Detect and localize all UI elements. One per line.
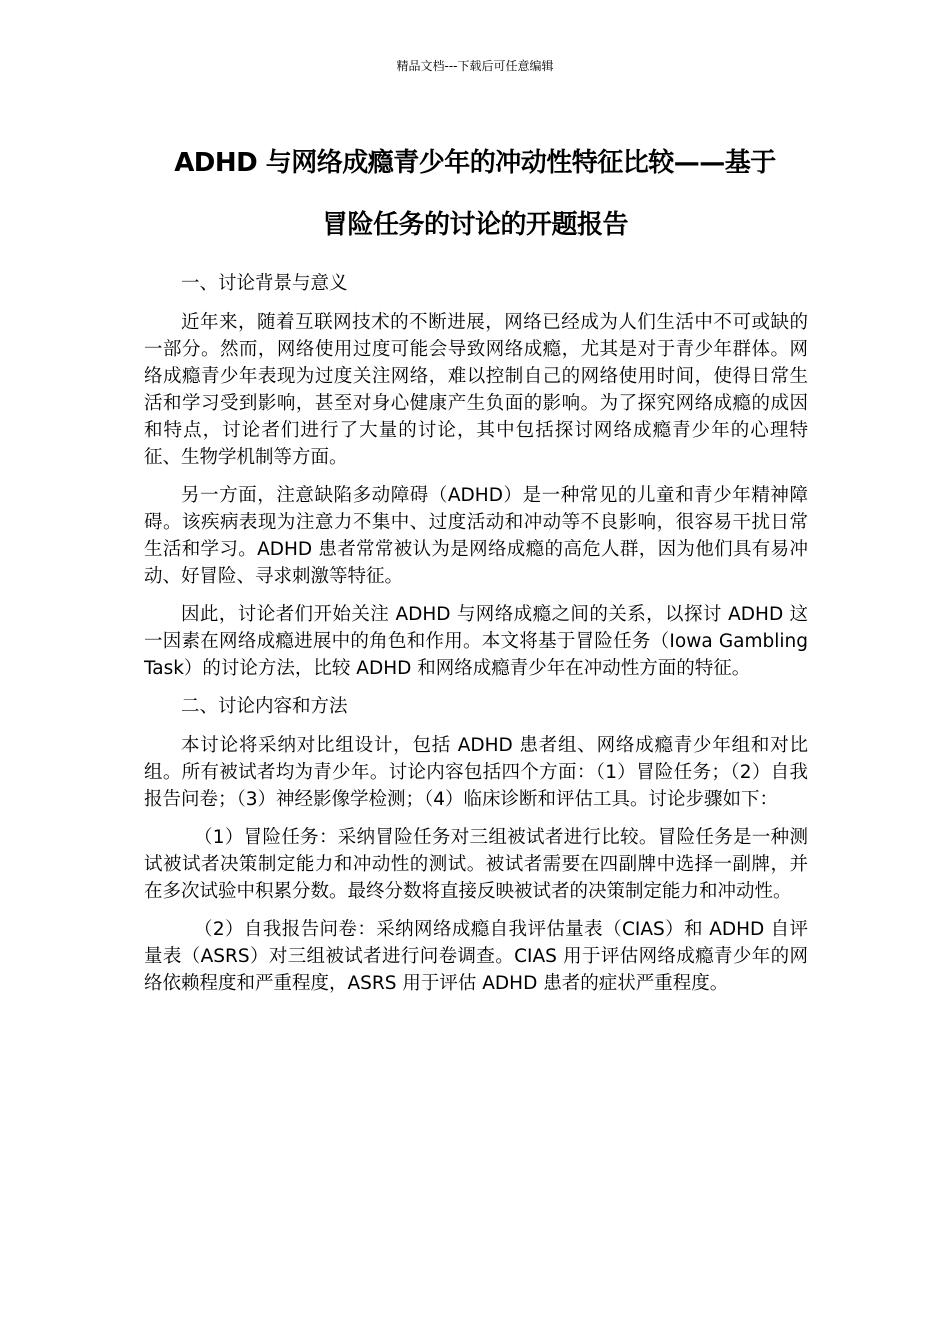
header-note: 精品文档---下载后可任意编辑 xyxy=(396,59,554,73)
document-title xyxy=(140,132,810,256)
document-body xyxy=(144,270,808,1008)
paragraph: 另一方面，注意缺陷多动障碍（ADHD）是一种常见的儿童和青少年精神障碍。该疾病表现为注意力不集中、过度活动和冲动等不良影响，很容易干扰日常生活和学习。ADHD 患者常常被认为是网络成瘾的高危人群，因为他们具有易冲动、好冒险、寻求刺激等特征。 xyxy=(144,485,808,587)
section-heading-methods: 二、讨论内容和方法 xyxy=(181,696,348,717)
paragraph: 本讨论将采纳对比组设计，包括 ADHD 患者组、网络成瘾青少年组和对比组。所有被试者均为青少年。讨论内容包括四个方面：（1）冒险任务；（2）自我报告问卷；（3）神经影像学检测；（4）临床诊断和评估工具。讨论步骤如下： xyxy=(144,735,808,810)
section-heading-background: 一、讨论背景与意义 xyxy=(181,273,348,294)
paragraph: 因此，讨论者们开始关注 ADHD 与网络成瘾之间的关系，以探讨 ADHD 这一因素在网络成瘾进展中的角色和作用。本文将基于冒险任务（Iowa Gambling Task）的讨论方法，比较 ADHD 和网络成瘾青少年在冲动性方面的特征。 xyxy=(144,604,808,679)
paragraph: 近年来，随着互联网技术的不断进展，网络已经成为人们生活中不可或缺的一部分。然而，网络使用过度可能会导致网络成瘾，尤其是对于青少年群体。网络成瘾青少年表现为过度关注网络，难以控制自己的网络使用时间，使得日常生活和学习受到影响，甚至对身心健康产生负面的影响。为了探究网络成瘾的成因和特点，讨论者们进行了大量的讨论，其中包括探讨网络成瘾青少年的心理特征、生物学机制等方面。 xyxy=(144,312,808,468)
method-item-risk-task: （1）冒险任务：采纳冒险任务对三组被试者进行比较。冒险任务是一种测试被试者决策制定能力和冲动性的测试。被试者需要在四副牌中选择一副牌，并在多次试验中积累分数。最终分数将直接反映被试者的决策制定能力和冲动性。 xyxy=(144,827,808,902)
method-item-questionnaire: （2）自我报告问卷：采纳网络成瘾自我评估量表（CIAS）和 ADHD 自评量表（ASRS）对三组被试者进行问卷调查。CIAS 用于评估网络成瘾青少年的网络依赖程度和严重程度，ASRS 用于评估 ADHD 患者的症状严重程度。 xyxy=(144,919,808,994)
title-line-1: ADHD 与网络成瘾青少年的冲动性特征比较——基于 xyxy=(174,148,776,178)
title-line-2: 冒险任务的讨论的开题报告 xyxy=(321,210,628,240)
